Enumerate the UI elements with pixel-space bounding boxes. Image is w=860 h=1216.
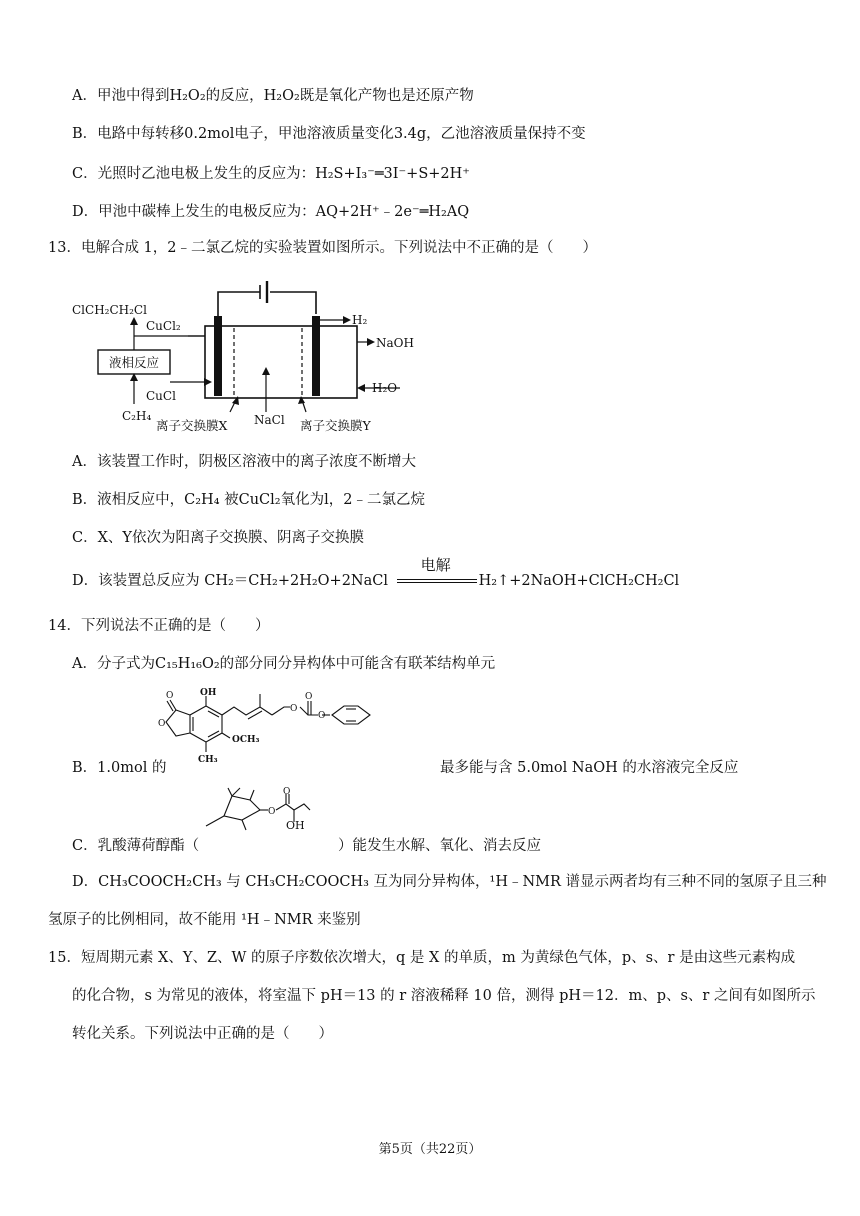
q14-option-a: A．分子式为C₁₅H₁₆O₂的部分同分异构体中可能含有联苯结构单元 — [72, 656, 496, 672]
menthyl-oh-label: OH — [286, 819, 305, 832]
ester-oxygen-2: O — [318, 711, 326, 721]
battery-circuit — [218, 281, 316, 322]
cucl-label: CuCl — [146, 389, 176, 403]
q15-stem-line3: 转化关系。下列说法中正确的是（ ） — [72, 1026, 333, 1042]
q13-option-d — [72, 556, 680, 591]
carbonyl-oxygen: O — [305, 692, 313, 702]
electrolytic-cell — [205, 326, 357, 398]
ch3-group-label: CH₃ — [198, 755, 218, 765]
menthyl-carbonyl-oxygen: O — [283, 787, 291, 797]
q12-option-c: C．光照时乙池电极上发生的反应为：H₂S+I₃⁻═3I⁻+S+2H⁺ — [72, 166, 470, 182]
reactor-label: 液相反应 — [108, 355, 160, 370]
membrane-y-label: 离子交换膜Y — [300, 418, 371, 433]
product-label: ClCH₂CH₂Cl — [72, 303, 147, 317]
reaction-condition-label: 电解 — [420, 556, 451, 574]
anode-electrode — [214, 316, 222, 396]
q12-option-d: D．甲池中碳棒上发生的电极反应为：AQ+2H⁺﹣2e⁻═H₂AQ — [72, 204, 470, 220]
oh-group-label: OH — [200, 688, 217, 698]
q13-option-d-products: H₂↑+2NaOH+ClCH₂CH₂Cl — [478, 573, 680, 589]
nacl-label: NaCl — [254, 413, 285, 427]
equal-sign-bar — [397, 579, 477, 583]
q13-option-b: B．液相反应中，C₂H₄ 被CuCl₂氧化为l，2﹣二氯乙烷 — [72, 492, 425, 508]
q14-option-b-suffix: 最多能与含 5.0mol NaOH 的水溶液完全反应 — [440, 760, 739, 776]
q13-option-a: A．该装置工作时，阴极区溶液中的离子浓度不断增大 — [72, 454, 416, 470]
ring-oxygen-label: O — [158, 719, 166, 729]
naoh-label: NaOH — [376, 336, 414, 350]
och3-group-label: OCH₃ — [232, 735, 260, 745]
q14-option-d-line1: D．CH₃COOCH₂CH₃ 与 CH₃CH₂COOCH₃ 互为同分异构体，¹H﹣NMR 谱显示两者均有三种不同的氢原子且三种 — [72, 874, 827, 890]
h2o-label: H₂O — [372, 381, 398, 395]
q15-stem-line1: 15．短周期元素 X、Y、Z、W 的原子序数依次增大，q 是 X 的单质，m 为黄绿色气体，p、s、r 是由这些元素构成 — [48, 950, 796, 966]
q13-option-c: C．X、Y依次为阳离子交换膜、阴离子交换膜 — [72, 530, 364, 546]
reaction-condition — [393, 556, 479, 591]
h2-label: H₂ — [352, 313, 368, 327]
lactone-oxygen-label: O — [166, 691, 174, 701]
cathode-electrode — [312, 316, 320, 396]
c2h4-label: C₂H₄ — [122, 409, 152, 423]
q13-stem: 13．电解合成 1，2﹣二氯乙烷的实验装置如图所示。下列说法中不正确的是（ ） — [48, 240, 598, 256]
q12-option-b: B．电路中每转移0.2mol电子，甲池溶液质量变化3.4g，乙池溶液质量保持不变 — [72, 126, 586, 142]
mycophenolic-carbonate-structure — [158, 688, 388, 770]
q15-stem-line2: 的化合物，s 为常见的液体，将室温下 pH＝13 的 r 溶液稀释 10 倍，测得 pH＝12．m、p、s、r 之间有如图所示 — [72, 988, 816, 1004]
q13-option-d-reactants: D．该装置总反应为 CH₂＝CH₂+2H₂O+2NaCl — [72, 573, 388, 589]
q14-option-b-prefix: B．1.0mol 的 — [72, 760, 167, 776]
menthyl-ester-oxygen: O — [268, 807, 276, 817]
q14-option-c-prefix: C．乳酸薄荷醇酯（ — [72, 838, 200, 854]
cucl2-label: CuCl₂ — [146, 319, 181, 333]
q14-option-c-suffix: ）能发生水解、氧化、消去反应 — [338, 838, 541, 854]
q12-option-a: A．甲池中得到H₂O₂的反应，H₂O₂既是氧化产物也是还原产物 — [72, 88, 474, 104]
q14-option-d-line2: 氢原子的比例相同，故不能用 ¹H﹣NMR 来鉴别 — [48, 912, 361, 928]
ester-oxygen-1: O — [290, 704, 298, 714]
page-footer: 第5页（共22页） — [378, 1142, 482, 1157]
membrane-x-label: 离子交换膜X — [156, 418, 228, 433]
q14-stem: 14．下列说法不正确的是（ ） — [48, 618, 270, 634]
electrolysis-apparatus-diagram — [70, 272, 414, 442]
menthyl-lactate-structure — [202, 786, 332, 836]
